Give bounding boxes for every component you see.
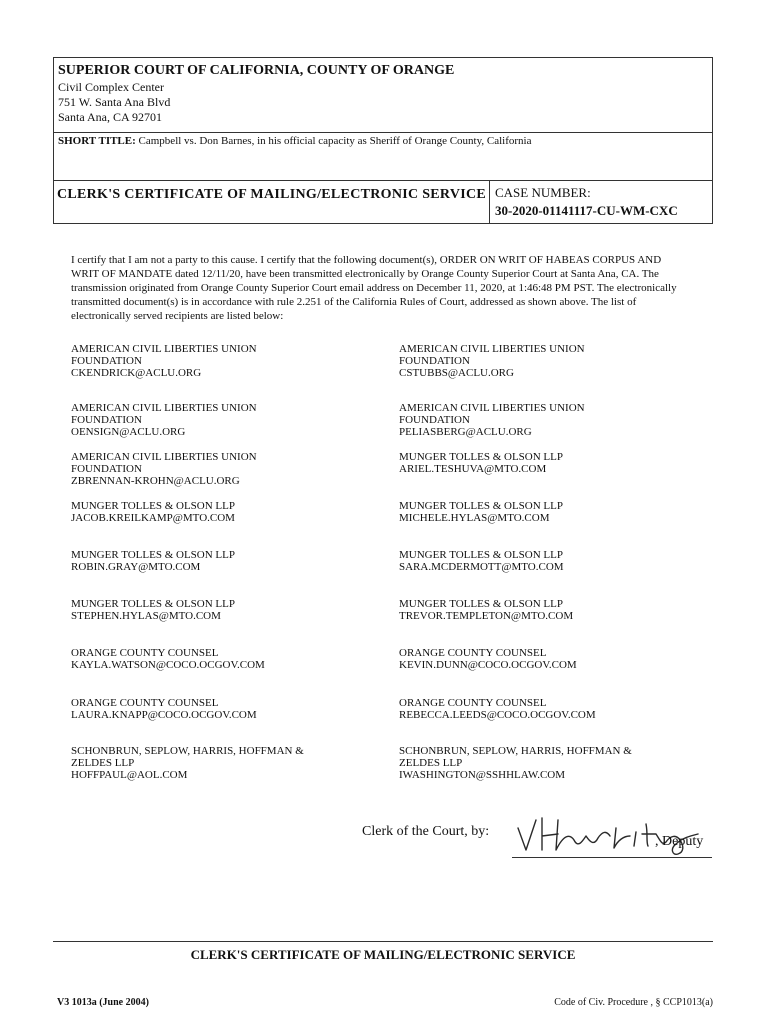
recipient-entry: [399, 402, 699, 438]
recipient-name: SCHONBRUN, SEPLOW, HARRIS, HOFFMAN &: [71, 745, 304, 757]
short-title-text: Campbell vs. Don Barnes, in his official capacity as Sheriff of Orange County, California: [138, 135, 532, 147]
recipient-entry: [71, 647, 371, 671]
recipient-name: MUNGER TOLLES & OLSON LLP: [71, 598, 235, 610]
divider: [489, 180, 490, 224]
certificate-title: CLERK'S CERTIFICATE OF MAILING/ELECTRONIC SERVICE: [56, 187, 487, 202]
recipient-name: AMERICAN CIVIL LIBERTIES UNION: [399, 343, 585, 355]
court-address-line: 751 W. Santa Ana Blvd: [58, 95, 171, 109]
recipient-name: MUNGER TOLLES & OLSON LLP: [71, 500, 235, 512]
recipient-email: JACOB.KREILKAMP@MTO.COM: [71, 512, 235, 524]
recipient-name: AMERICAN CIVIL LIBERTIES UNION: [71, 343, 257, 355]
recipient-name: FOUNDATION: [71, 355, 142, 367]
recipient-name: ORANGE COUNTY COUNSEL: [399, 697, 547, 709]
recipient-name: FOUNDATION: [71, 463, 142, 475]
recipient-email: KAYLA.WATSON@COCO.OCGOV.COM: [71, 659, 265, 671]
recipient-email: SARA.MCDERMOTT@MTO.COM: [399, 561, 564, 573]
recipient-email: OENSIGN@ACLU.ORG: [71, 426, 186, 438]
recipient-name: FOUNDATION: [399, 414, 470, 426]
certification-paragraph: I certify that I am not a party to this cause. I certify that the following document(s), ORDER ON WRIT OF HABEAS CORPUS AND WRIT OF MANDATE dated 12/11/20, have been transmitted electronically by Orange County Superior Court at Santa Ana, CA. The transmission originated from Orange County Superior Court email address on December 11, 2020, at 1:46:48 PM PST. The electronically transmitted document(s) is in accordance with rule 2.251 of the California Rules of Court, addressed as shown above. The list of electronically served recipients are listed below:: [71, 254, 677, 322]
recipient-email: ZBRENNAN-KROHN@ACLU.ORG: [71, 475, 240, 487]
recipient-email: CKENDRICK@ACLU.ORG: [71, 367, 202, 379]
recipient-name: ZELDES LLP: [399, 757, 463, 769]
recipient-entry: [399, 451, 699, 475]
recipient-entry: [399, 500, 699, 524]
divider: [54, 132, 712, 133]
case-number: 30-2020-01141117-CU-WM-CXC: [495, 203, 678, 218]
court-address-line: Civil Complex Center: [58, 80, 164, 94]
recipient-email: ROBIN.GRAY@MTO.COM: [71, 561, 201, 573]
recipient-name: FOUNDATION: [399, 355, 470, 367]
signature-line: [512, 857, 712, 858]
recipient-name: AMERICAN CIVIL LIBERTIES UNION: [399, 402, 585, 414]
case-number-label: CASE NUMBER:: [495, 185, 591, 200]
recipient-name: AMERICAN CIVIL LIBERTIES UNION: [71, 402, 257, 414]
court-address-block: [58, 62, 454, 125]
recipient-entry: [71, 402, 371, 438]
recipient-name: MUNGER TOLLES & OLSON LLP: [399, 598, 563, 610]
recipient-entry: [399, 647, 699, 671]
short-title-label: SHORT TITLE:: [58, 135, 136, 147]
recipient-entry: [399, 745, 699, 781]
short-title: [58, 135, 532, 147]
recipient-name: SCHONBRUN, SEPLOW, HARRIS, HOFFMAN &: [399, 745, 632, 757]
recipient-entry: [71, 500, 371, 524]
footer-title: CLERK'S CERTIFICATE OF MAILING/ELECTRONIC SERVICE: [190, 947, 576, 962]
recipient-name: ZELDES LLP: [71, 757, 135, 769]
recipient-name: FOUNDATION: [71, 414, 142, 426]
recipient-entry: [71, 549, 371, 573]
form-id: V3 1013a (June 2004): [57, 997, 149, 1008]
recipient-email: REBECCA.LEEDS@COCO.OCGOV.COM: [399, 709, 596, 721]
divider: [54, 180, 712, 181]
code-reference: Code of Civ. Procedure , § CCP1013(a): [554, 997, 713, 1008]
recipient-email: PELIASBERG@ACLU.ORG: [399, 426, 532, 438]
recipient-name: MUNGER TOLLES & OLSON LLP: [399, 500, 563, 512]
recipient-entry: [71, 343, 371, 379]
recipient-name: AMERICAN CIVIL LIBERTIES UNION: [71, 451, 257, 463]
recipient-name: MUNGER TOLLES & OLSON LLP: [399, 451, 563, 463]
recipient-name: MUNGER TOLLES & OLSON LLP: [71, 549, 235, 561]
recipient-entry: [399, 343, 699, 379]
recipient-email: MICHELE.HYLAS@MTO.COM: [399, 512, 550, 524]
recipient-name: MUNGER TOLLES & OLSON LLP: [399, 549, 563, 561]
recipient-entry: [399, 598, 699, 622]
recipient-entry: [399, 549, 699, 573]
court-name: SUPERIOR COURT OF CALIFORNIA, COUNTY OF ORANGE: [58, 63, 455, 78]
recipient-email: ARIEL.TESHUVA@MTO.COM: [399, 463, 547, 475]
recipient-email: IWASHINGTON@SSHHLAW.COM: [399, 769, 566, 781]
clerk-label: Clerk of the Court, by:: [362, 824, 490, 839]
recipient-email: STEPHEN.HYLAS@MTO.COM: [71, 610, 221, 622]
recipient-entry: [71, 598, 371, 622]
recipient-name: ORANGE COUNTY COUNSEL: [71, 697, 219, 709]
court-address-line: Santa Ana, CA 92701: [58, 110, 162, 124]
recipient-entry: [399, 697, 699, 721]
footer-divider: [53, 941, 713, 942]
recipient-email: TREVOR.TEMPLETON@MTO.COM: [399, 610, 574, 622]
recipient-entry: [71, 451, 371, 487]
recipient-email: CSTUBBS@ACLU.ORG: [399, 367, 514, 379]
recipient-email: LAURA.KNAPP@COCO.OCGOV.COM: [71, 709, 257, 721]
deputy-label: , Deputy: [655, 834, 704, 849]
recipient-email: HOFFPAUL@AOL.COM: [71, 769, 188, 781]
recipient-entry: [71, 697, 371, 721]
recipient-email: KEVIN.DUNN@COCO.OCGOV.COM: [399, 659, 577, 671]
recipient-entry: [71, 745, 371, 781]
recipient-name: ORANGE COUNTY COUNSEL: [399, 647, 547, 659]
case-header-box: [53, 57, 713, 224]
recipient-name: ORANGE COUNTY COUNSEL: [71, 647, 219, 659]
